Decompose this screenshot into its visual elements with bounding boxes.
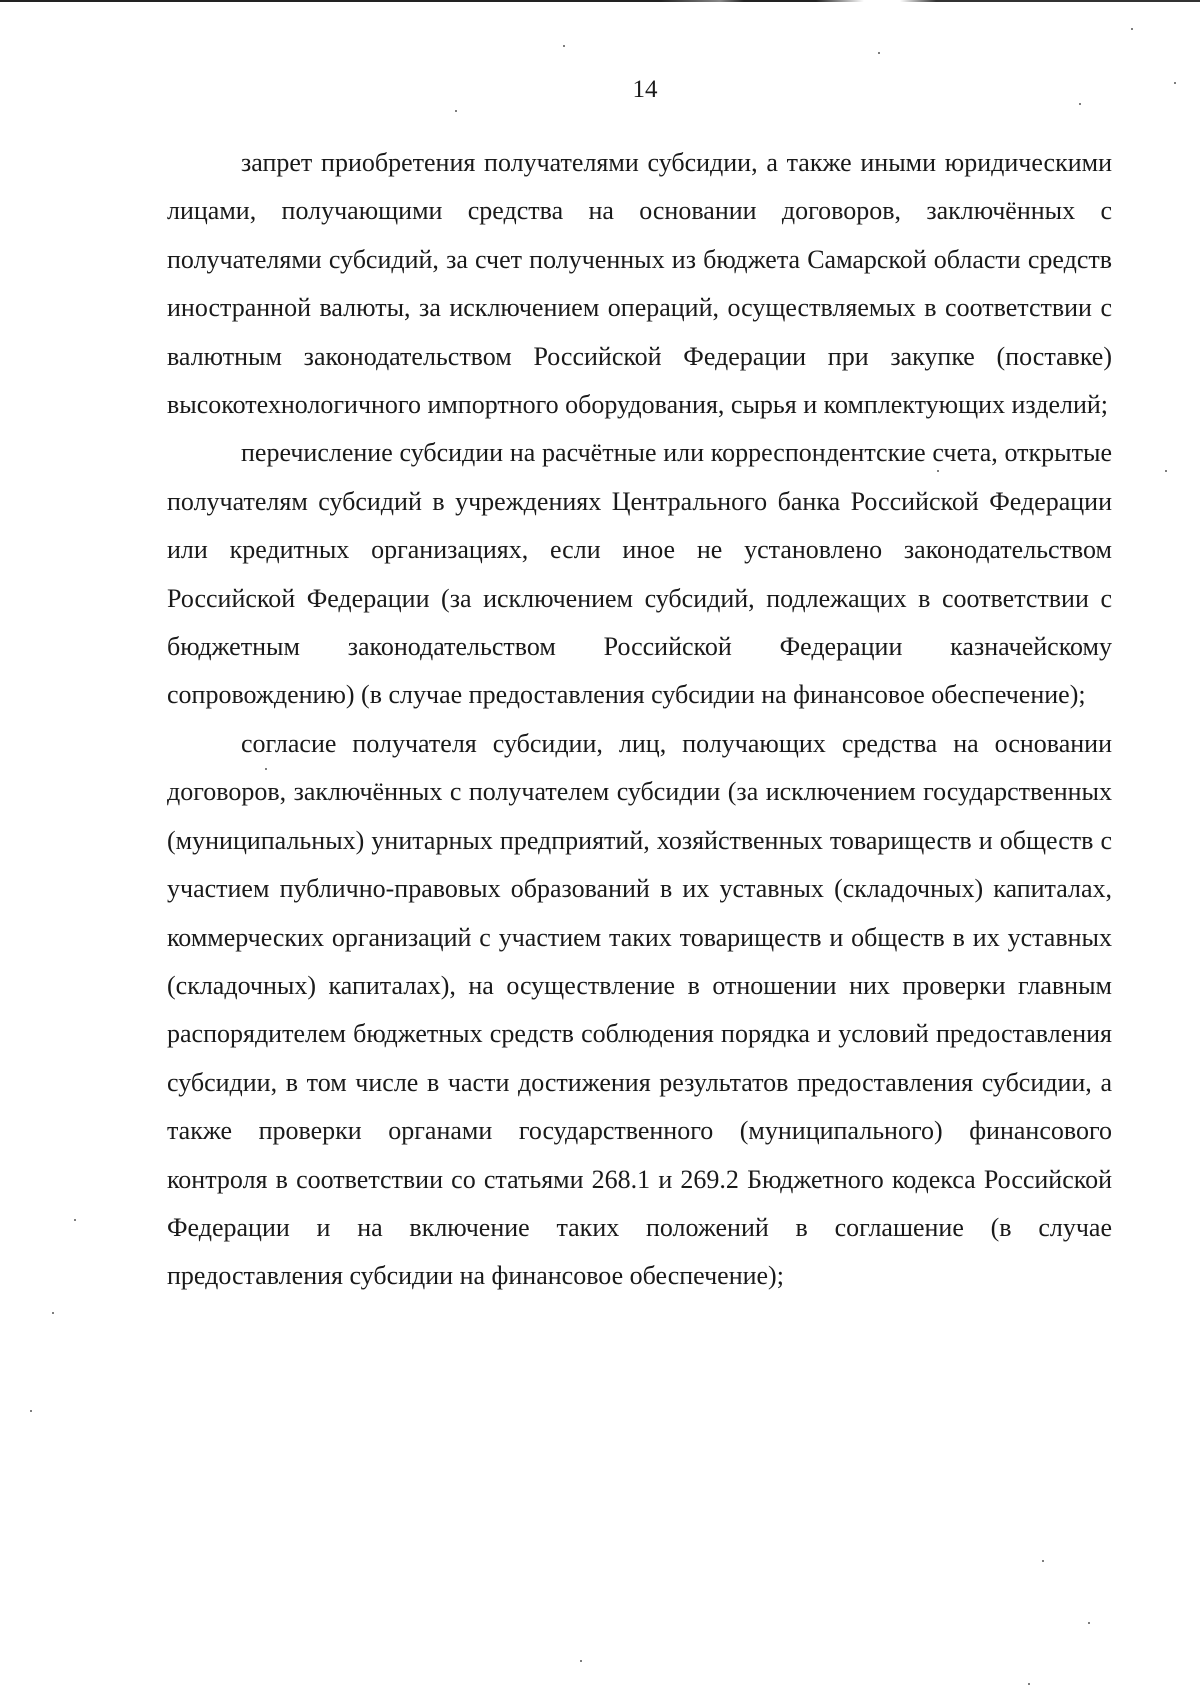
scan-top-edge: [0, 0, 1200, 2]
scan-speck: [878, 52, 880, 54]
scan-speck: [1028, 1683, 1030, 1685]
scan-speck: [52, 1312, 54, 1314]
scan-speck: [74, 1219, 76, 1221]
scan-speck: [455, 110, 457, 112]
document-body: [167, 139, 1112, 1301]
paragraph-foreign-currency-ban: запрет приобретения получателями субсидии, а также иными юридическими лицами, получающими средства на основании договоров, заключённых с получателями субсидий, за счет полученных из бюджета Самарской области средств иностранной валюты, за исключением операций, осуществляемых в соответствии с валютным законодательством Российской Федерации при закупке (поставке) высокотехнологичного импортного оборудования, сырья и комплектующих изделий;: [167, 148, 1112, 420]
paragraph-subsidy-transfer: перечисление субсидии на расчётные или корреспондентские счета, открытые получателям субсидий в учреждениях Центрального банка Российской Федерации или кредитных организациях, если иное не установлено законодательством Российской Федерации (за исключением субсидий, подлежащих в соответствии с бюджетным законодательством Российской Федерации казначейскому сопровождению) (в случае предоставления субсидии на финансовое обеспечение);: [167, 438, 1112, 710]
scan-speck: [1165, 470, 1167, 472]
page-number: 14: [632, 76, 658, 103]
scan-speck: [1131, 28, 1133, 30]
scan-speck: [30, 1410, 32, 1412]
scan-speck: [580, 1660, 582, 1662]
scan-speck: [1088, 1622, 1090, 1624]
scan-speck: [563, 45, 565, 47]
paragraph-recipient-consent: согласие получателя субсидии, лиц, получающих средства на основании договоров, заключённых с получателем субсидии (за исключением государственных (муниципальных) унитарных предприятий, хозяйственных товариществ и обществ с участием публично-правовых образований в их уставных (складочных) капиталах, коммерческих организаций с участием таких товариществ и обществ в их уставных (складочных) капиталах), на осуществление в отношении них проверки главным распорядителем бюджетных средств соблюдения порядка и условий предоставления субсидии, в том числе в части достижения результатов предоставления субсидии, а также проверки органами государственного (муниципального) финансового контроля в соответствии со статьями 268.1 и 269.2 Бюджетного кодекса Российской Федерации и на включение таких положений в соглашение (в случае предоставления субсидии на финансовое обеспечение);: [167, 728, 1112, 1291]
scan-speck: [1042, 1560, 1044, 1562]
